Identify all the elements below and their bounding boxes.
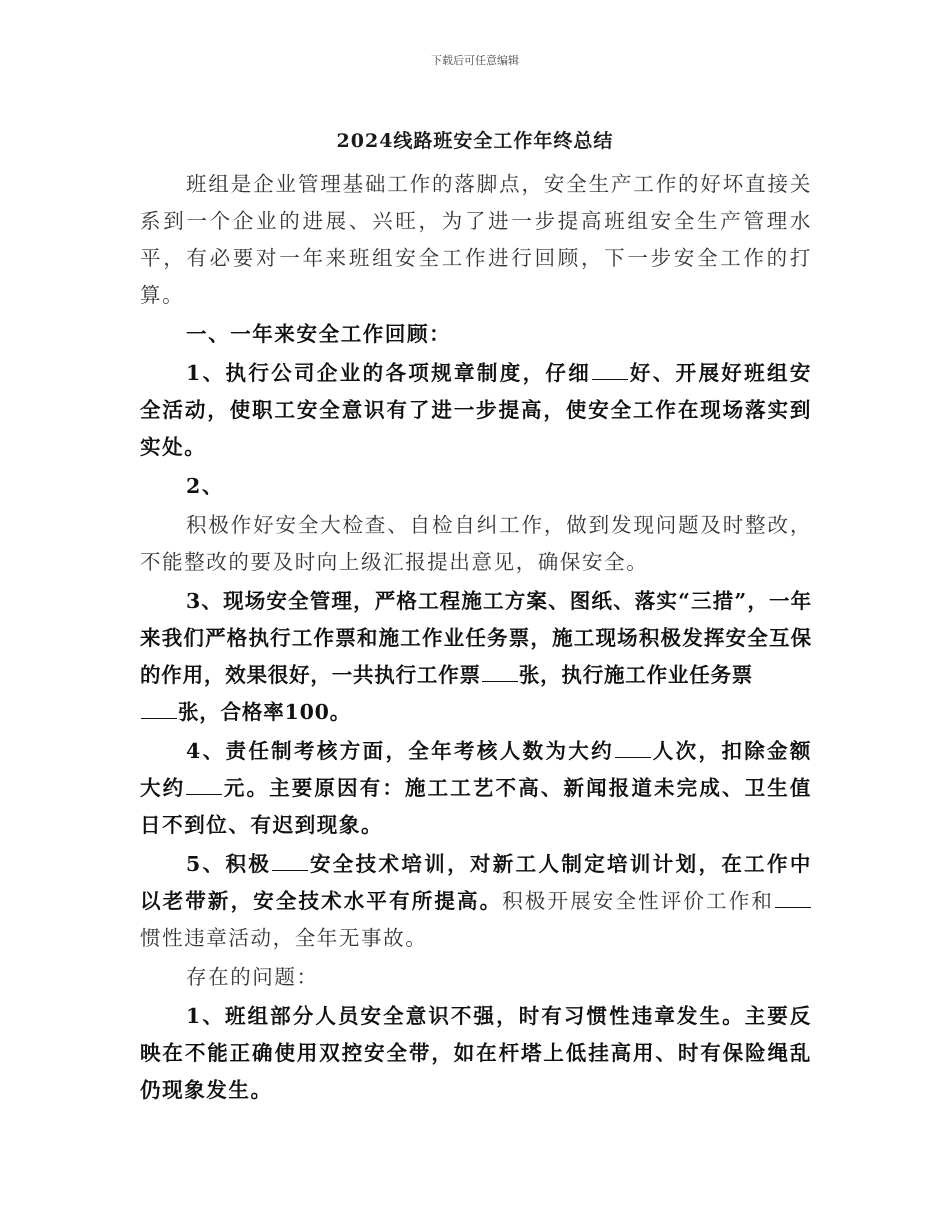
intro-paragraph: 班组是企业管理基础工作的落脚点，安全生产工作的好坏直接关系到一个企业的进展、兴旺，为了进一步提高班组安全生产管理水平，有必要对一年来班组安全工作进行回顾，下一步安全工作的打算。 [140,172,812,307]
item4-text-b: 人次，扣除金额大约 [140,739,812,800]
item5-text-b: 安全技术培训，对新工人制定培训计划，在工作中以老带新，安全技术水平有所提高。 [140,852,812,913]
item4-text-a: 4、责任制考核方面，全年考核人数为大约 [186,739,615,763]
item3-text-b: 张，执行施工作业任务票 [518,663,754,687]
review-item-4 [140,733,812,844]
item4-text-c: 元。主要原因有：施工工艺不高、新闻报道未完成、卫生值日不到位、有迟到现象。 [140,776,812,837]
fill-blank [482,680,518,682]
fill-blank [272,869,308,871]
review-item-5 [140,846,812,957]
page-header: 下载后可任意编辑 [431,54,519,67]
document-title: 2024线路班安全工作年终总结 [336,130,614,152]
review-item-2-text: 积极作好安全大检查、自检自纠工作，做到发现问题及时整改，不能整改的要及时向上级汇报提出意见，确保安全。 [140,513,812,574]
review-item-2-number: 2、 [186,474,224,498]
document-body [140,166,812,1109]
fill-blank [592,378,628,380]
item5-text-d: 惯性违章活动，全年无事故。 [140,926,428,950]
review-item-3 [140,583,812,731]
review-item-1 [140,355,812,466]
section-heading-review: 一、一年来安全工作回顾： [186,322,452,346]
item3-text-c: 张，合格率100。 [178,700,351,724]
item3-text-a: 3、现场安全管理，严格工程施工方案、图纸、落实“三措”，一年来我们严格执行工作票和施工作业任务票，施工现场积极发挥安全互保的作用，效果很好，一共执行工作票 [140,589,812,687]
fill-blank [615,756,651,758]
item5-text-a: 5、积极 [186,852,272,876]
fill-blank [775,906,811,908]
item5-text-c: 积极开展安全性评价工作和 [502,889,774,913]
section-heading-problems: 存在的问题： [186,965,319,989]
item1-text-b: 好、开展好班组安全活动，使职工安全意识有了进一步提高，使安全工作在现场落实到实处。 [140,361,812,459]
fill-blank [141,717,177,719]
problem-item-1: 1、班组部分人员安全意识不强，时有习惯性违章发生。主要反映在不能正确使用双控安全带，如在杆塔上低挂高用、时有保险绳乱仍现象发生。 [140,1004,812,1102]
fill-blank [186,793,222,795]
item1-text-a: 1、执行公司企业的各项规章制度，仔细 [186,361,592,385]
